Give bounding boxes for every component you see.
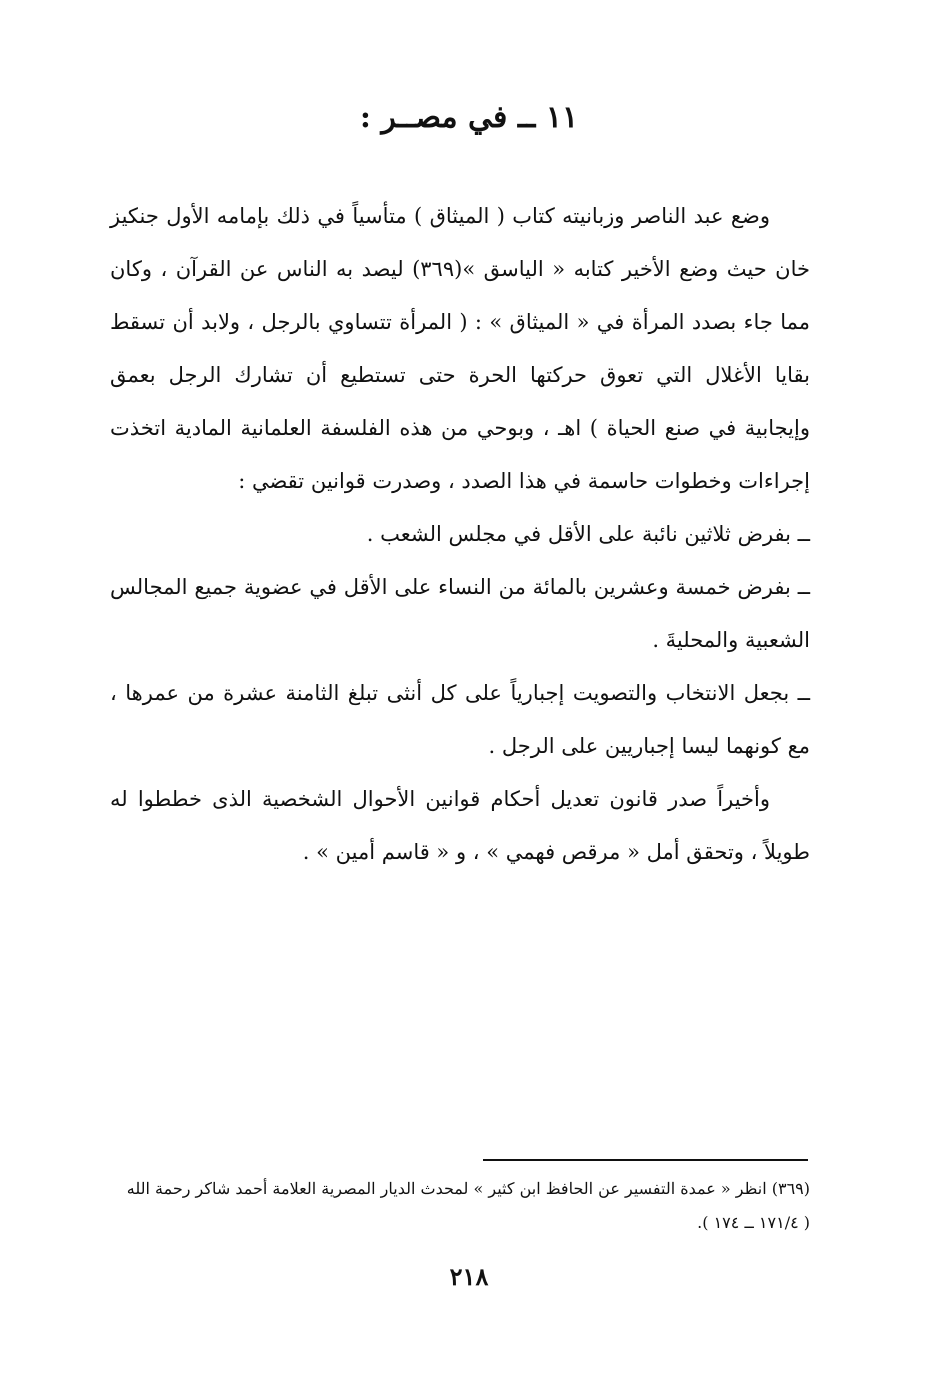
page-number: ٢١٨ [449,1262,489,1291]
footnote-line-2: ( ١٧١/٤ ــ ١٧٤ ). [697,1213,810,1232]
list-item-quota: ــ بفرض خمسة وعشرين بالمائة من النساء على الأقل في عضوية جميع المجالس الشعبية والمحليةَ . [110,575,810,652]
paragraph-intro: وضع عبد الناصر وزبانيته كتاب ( الميثاق ) متأسياً في ذلك بإمامه الأول جنكيز خان حيث وضع الأخير كتابه « الياسق »(٣٦٩) ليصد به الناس عن القرآن ، وكان مما جاء بصدد المرأة في « الميثاق » : ( المرأة تتساوي بالرجل ، ولابد أن تسقط بقايا الأغلال التي تعوق حركتها الحرة حتى تستطيع أن تشارك الرجل بعمق وإيجابية في صنع الحياة ) اهـ ، وبوحي من هذه الفلسفة العلمانية المادية اتخذت إجراءات وخطوات حاسمة في هذا الصدد ، وصدرت قوانين تقضي : [110,204,810,493]
footnote [110,1172,810,1240]
list-item-voting: ــ بجعل الانتخاب والتصويت إجبارياً على كل أنثى تبلغ الثامنة عشرة من عمرها ، مع كونهما ليسا إجباريين على الرجل . [110,681,810,758]
footnote-line-1: (٣٦٩) انظر « عمدة التفسير عن الحافظ ابن كثير » لمحدث الديار المصرية العلامة أحمد شاكر رحمة الله [126,1179,810,1198]
body-text [110,190,810,879]
section-heading: ١١ ــ في مصــر : [359,100,579,135]
list-item-seats: ــ بفرض ثلاثين نائبة على الأقل في مجلس الشعب . [366,522,810,546]
paragraph-conclusion: وأخيراً صدر قانون تعديل أحكام قوانين الأحوال الشخصية الذى خططوا له طويلاً ، وتحقق أمل « مرقص فهمي » ، و « قاسم أمين » . [110,787,810,864]
footnote-divider [483,1159,808,1161]
